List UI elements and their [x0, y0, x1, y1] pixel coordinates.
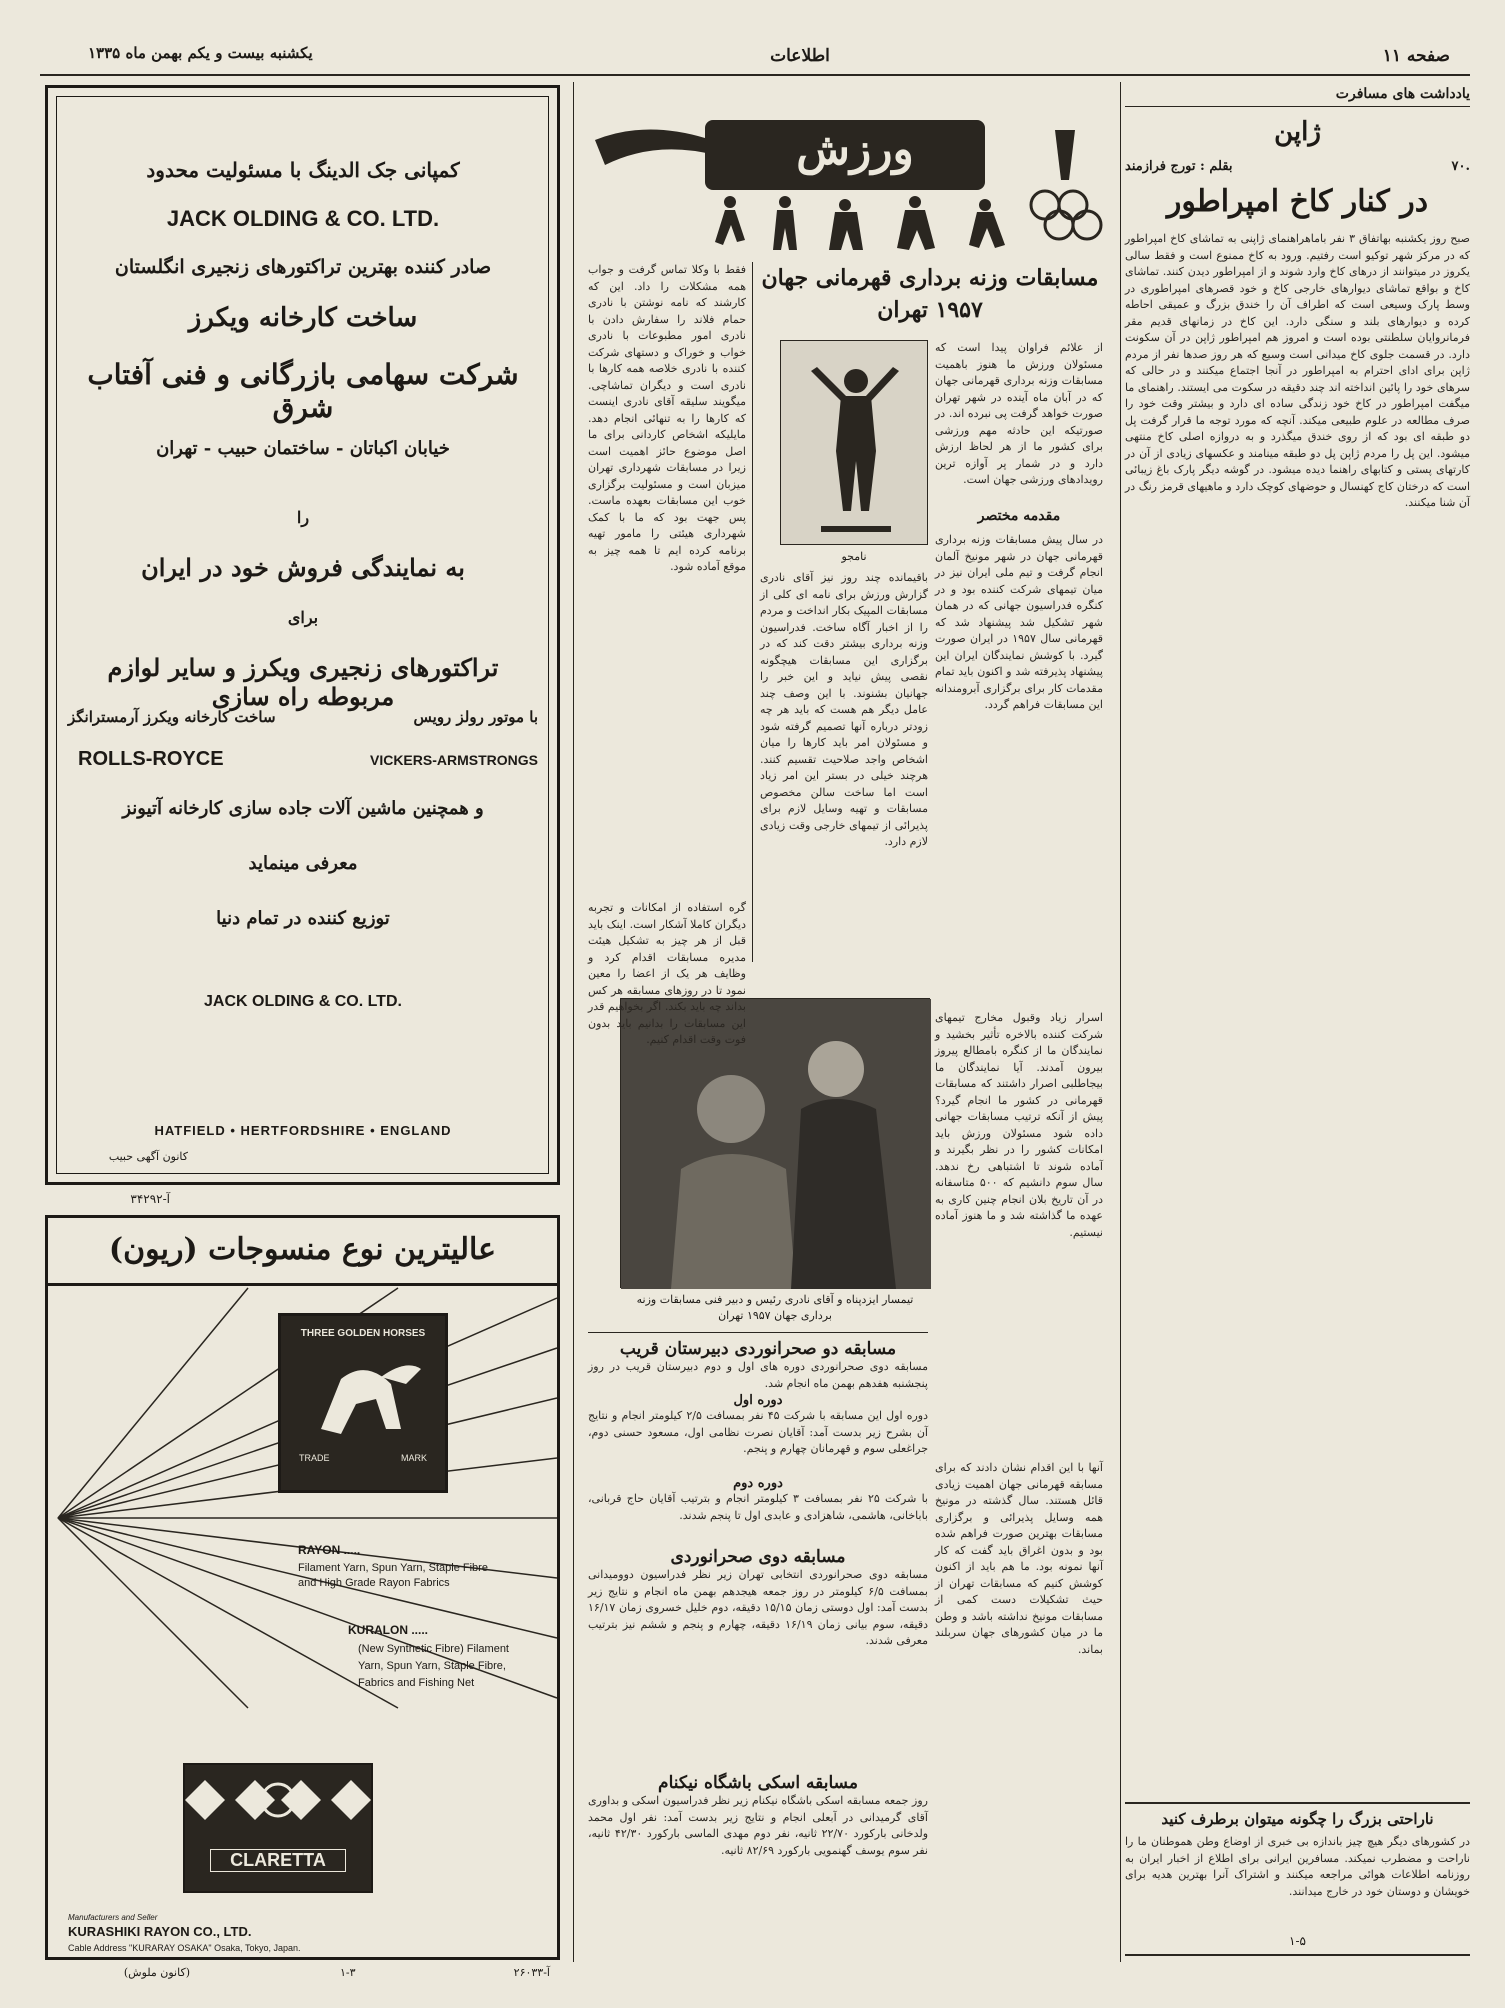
- travel-kicker: یادداشت های مسافرت: [1125, 82, 1470, 107]
- race-section: [588, 1332, 928, 1913]
- ad-rayon-headline: عالیترین نوع منسوجات (ریون): [48, 1218, 557, 1286]
- race2-title: مسابقه دوی صحرانوردی: [670, 1547, 846, 1567]
- ad-jack-line9: برای: [287, 608, 319, 627]
- sports-col-divider: [752, 262, 753, 962]
- race1-body2: دوره اول این مسابقه با شرکت ۴۵ نفر بمسافت ۲/۵ کیلومتر انجام و نتایج آن بشرح زیر بدست آمد: آقایان نصرت نظامی اول، مسعود حسنی دوم، جراغعلی سوم و قهرمانان چهارم و پنجم.: [588, 1409, 928, 1455]
- ad-rayon-brand-label: [278, 1313, 448, 1493]
- travel-box-code: ۱-۵: [1289, 1934, 1306, 1948]
- horse-emblem-icon: [281, 1339, 445, 1449]
- ad-jack-line14: معرفی مینماید: [248, 853, 358, 874]
- ad-rayon-code2: ۱-۳: [340, 1966, 356, 1979]
- ad-jack-line4: ساخت کارخانه ویکرز: [188, 303, 418, 333]
- travel-country: ژاپن: [1274, 117, 1321, 147]
- ad-jack-line8: به نمایندگی فروش خود در ایران: [141, 553, 465, 582]
- race1-sub2: دوره دوم: [733, 1476, 783, 1491]
- issue-date: یکشنبه بیست و یکم بهمن ماه ۱۳۳۵: [88, 44, 313, 62]
- sports-col-left-lower: گره استفاده از امکانات و تجربه دیگران کاملا آشکار است. اینک باید قبل از هر چیز به تشکیل هیئت مدیره مسابقات اقدام کرد و وظایف هر یک از اعضا را معین نمود تا در روزهای مسابقه هر کس بداند چه باید بکند. اگر بخواهیم قدر این مسابقات را بدانیم باید بدون فوت وقت اقدام کنیم.: [588, 901, 746, 1046]
- ad-jack-line2: JACK OLDING & CO. LTD.: [166, 206, 440, 231]
- sports-col-far-right: آنها با این اقدام نشان دادند که برای مسابقه قهرمانی جهان اهمیت زیادی قائل هستند. سال گذشته در مونیخ همه وسایل پذیرائی و برگزاری مسابقات بهترین صورت فراهم شده بود و بدون اغراق باید گفت که کار آنها نمونه بود. ما هم باید از اکنون کوشش کنیم که مسابقات تهران از حیث تشکیلات دست کمی از مسابقات مونیخ نداشته باشد و وطن ما در میان کشورهای جهان سربلند بماند.: [935, 1461, 1103, 1656]
- ad-rayon-rayon-desc: Filament Yarn, Spun Yarn, Staple Fibre and High Grade Rayon Fabrics: [298, 1562, 488, 1589]
- race2-body: مسابقه دوی صحرانوردی انتخابی تهران زیر نظر فدراسیون دوومیدانی بمسافت ۶/۵ کیلومتر در روز جمعه هیجدهم بهمن ماه انجام و نتایج زیر بدست آمد: اول دوستی زمان ۱۵/۱۵ دقیقه، دوم خلیل خسروی زمان ۱۶/۱۷ دقیقه، سوم بیانی زمان ۱۶/۱۹ دقیقه، چهارم و پنجم و ششم نیز بترتیب معرفی شدند.: [588, 1568, 928, 1647]
- sports-col-right: در سال پیش مسابقات وزنه برداری قهرمانی جهان در شهر مونیخ آلمان انجام گرفت و تیم ملی ایران نیز در میان تیمهای شرکت کننده بود و در کنگره فدراسیون جهانی که در همان شهر تشکیل شد پیشنهاد شد که قهرمانی سال ۱۹۵۷ در ایران صورت گیرد. با کوشش نمایندگان ایران این پیشنهاد پذیرفته شد و اکنون باید تمام مقدمات کار برای برگزاری آبرومندانه این مسابقات فراهم گردد.: [935, 533, 1103, 711]
- ad-jack-line6: خیابان اکباتان - ساختمان حبیب - تهران: [156, 438, 450, 459]
- photo-namjoo-caption: نامجو: [841, 550, 867, 563]
- ad-jack-line15: توزیع کننده در تمام دنیا: [216, 908, 390, 929]
- sports-intro: از علائم فراوان پیدا است که مسئولان ورزش ما هنوز باهمیت مسابقات وزنه برداری قهرمانی جهان که در آبان ماه آینده در شهر تهران صورت خواهد گرفت پی نبرده اند. در صورتیکه این حادثه مهم ورزشی برای کشور ما از هر لحاظ ارزش دارد و در شمار پر آوازه ترین رویدادهای ورزشی جهان است.: [935, 341, 1103, 486]
- ad-jack-line1: کمپانی جک الدینگ با مسئولیت محدود: [146, 158, 460, 182]
- ad-jack-line3: صادر کننده بهترین تراکتورهای زنجیری انگلستان: [114, 256, 492, 278]
- ad-rayon-code: آ-۲۶۰۳۳: [513, 1966, 550, 1979]
- race1-body3: با شرکت ۲۵ نفر بمسافت ۳ کیلومتر انجام و بترتیب آقایان حاج قربانی، باباخانی، هاشمی، شاهزادی و عابدی اول تا پنجم شدند.: [588, 1492, 928, 1522]
- weightlifter-silhouette-icon: [781, 341, 929, 546]
- photo-namjoo: [780, 340, 928, 545]
- page-number: صفحه ۱۱: [1382, 46, 1450, 66]
- ad-jack-code: آ-۳۴۲۹۲: [130, 1192, 170, 1206]
- race3-body: روز جمعه مسابقه اسکی باشگاه نیکنام زیر نظر فدراسیون اسکی و بداوری آقای گرمیدانی در آبعلی انجام و نتایج زیر بدست آمد: نفر اول محمد ولدخانی بارکورد ۲۲/۷۰ ثانیه، نفر دوم مهدی الماسی بارکورد ۴۲/۳۰ ثانیه، نفر سوم یوسف گهنمویی بارکورد ۸۲/۶۹ ثانیه.: [588, 1794, 929, 1857]
- sports-col-right-lower: اسرار زیاد وقبول مخارج تیمهای شرکت کننده بالاخره تأثیر بخشید و نمایندگان ما از کنگره بامطالع پیروز بیرون آمدند. آیا نمایندگان ما بیجاطلبی اصرار داشتند که مسابقات قهرمانی در کشور ما انجام گیرد؟ پیش از آنکه ترتیب مسابقات جهانی داده شود مسئولان ورزش باید امکانات کشور را در نظر بگیرند و آماده شوند تا اشتباهی رخ ندهد. سال سوم دانشیم که ۵۰۰ متاسفانه در آن تاریخ بلان انجام چنین کاری به عهده ما گذاشته شد و ما هنوز آماده نیستیم.: [935, 1011, 1103, 1239]
- sports-subhead: مقدمه مختصر: [977, 508, 1061, 524]
- ad-jack-line11b: ساخت کارخانه ویکرز آرمسترانگز: [68, 708, 276, 726]
- ad-jack-olding: [45, 85, 560, 1185]
- ad-jack-line13: و همچنین ماشین آلات جاده سازی کارخانه آتیونز: [122, 798, 484, 819]
- photo-officials-caption: تیمسار ایزدپناه و آقای نادری رئیس و دبیر فنی مسابقات وزنه برداری جهان ۱۹۵۷ تهران: [636, 1293, 914, 1322]
- travel-box-title: ناراحتی بزرگ را چگونه میتوان برطرف کنید: [1161, 1810, 1434, 1828]
- newspaper-name: اطلاعات: [770, 46, 830, 66]
- ad-rayon-rayon-title: RAYON .....: [298, 1543, 361, 1557]
- sports-col-left: فقط با وکلا تماس گرفت و جواب همه مشکلات را داد. این که کارشند که نامه نوشتن با نادری حمام فلاند را سفارش دادن با نادری امور مطبوعات با نادری خواب و خوراک و دستهای شرکت کننده با نادری خلاصه همه کارها با نادری است و دیگران تماشاچی. میگویند سلیقه آقای نادری اینست که کارها را به تنهائی انجام دهد. مایلیکه اشخاص کاردانی برای ما اصل موضوع حائز اهمیت است زیرا در مسابقات شهرداری تهران میزبان است و مسئولیت برگزاری خوب این مسابقات بعهده ماست. پس جهت بود که ما با کمک شهرداری هیئتی را مامور تهیه برنامه کرده ایم تا همه چیز به موقع آماده شود.: [588, 263, 746, 573]
- ad-rayon-maker: KURASHIKI RAYON CO., LTD.: [68, 1924, 252, 1939]
- ad-rayon-claretta-label: [183, 1763, 373, 1893]
- travel-box-body: در کشورهای دیگر هیچ چیز باندازه بی خبری از اوضاع وطن هموطنان ما را ناراحت و مضطرب نمیکند. مسافرین ایرانی برای اطلاع از اخبار ایران به روزنامه اطلاعات هوائی مراجعه میکنند و اشتراک آنرا بهترین هدیه برای خویشان و دوستان خود در خارج میدانند.: [1125, 1835, 1470, 1898]
- ad-rayon-maker-small: Manufacturers and Seller: [68, 1913, 158, 1922]
- travel-body: صبح روز یکشنبه بهاتفاق ۳ نفر باماهراهنمای ژاپنی به تماشای کاخ امپراطور که در مرکز شهر توکیو است رفتیم. ورود به کاخ ممنوع است و فقط سالی یکروز در میتوانند از درهای کاخ وارد شوند و از امپراطور دیدن کنند. تماشای کاخ و بواقع تماشای دیوارهای خارجی کاخ و خود قصرهای امپراطوری در وسط پارک وسیعی است که اطراف آن را خندق بزرگ و عمیقی احاطه کرده و دیوارهای بلند و سنگی دارد. این کاخ در زمانهای قدیم مقر فرمانروایان سلطنتی بوده است و امروز هم امپراطور ژاپن در آن سکونت دارد. در قسمت جلوی کاخ میدانی است وسیع که هر روز صدها نفر از مردم ژاپن برای ادای احترام به امپراطور در آنجا اجتماع میکنند و در حالی که سرهای خود را پائین انداخته اند چند دقیقه در سکوت می ایستند. راهنمای ما میگفت امپراطور در کاخ خود زندگی ساده ای دارد و بیشتر وقت خود را صرف مطالعه در علوم طبیعی میکند. آنچه که مورد توجه ما قرار گرفت پل دو طبقه ای بود که از روی خندق میگذرد و به دروازه اصلی کاخ منتهی میشود. این پل را مردم ژاپن پل دو طبقه مینامند و عکسهای زیادی از آن در کارتهای پستی و کتابهای راهنما دیده میشود. در گوشه دیگر پارک باغ زیبائی است که درختان کاج کهنسال و حوضهای کوچک دارد و ماهیهای قرمز رنگ در آن شنا میکنند.: [1125, 232, 1470, 509]
- race1-title: مسابقه دو صحرانوردی دبیرستان قریب: [588, 1332, 928, 1359]
- sports-banner: [585, 110, 1105, 260]
- ad-jack-line5: شرکت سهامی بازرگانی و فنی آفتاب شرق: [87, 358, 519, 424]
- ad-rayon-agency: (کانون ملوش): [123, 1966, 190, 1979]
- ad-rayon-trade: TRADE: [299, 1453, 330, 1463]
- ad-jack-vickers: VICKERS-ARMSTRONGS: [369, 752, 538, 768]
- ad-rayon: [45, 1215, 560, 1960]
- travel-section: [1125, 82, 1470, 1871]
- race1-body: مسابقه دوی صحرانوردی دوره های اول و دوم دبیرستان قریب در روز پنجشنبه هفدهم بهمن ماه انجام شد.: [588, 1360, 928, 1390]
- ad-jack-rollsroyce: ROLLS-ROYCE: [78, 748, 224, 770]
- travel-byline: بقلم : تورج فرازمند: [1125, 159, 1233, 174]
- ad-jack-line16: JACK OLDING & CO. LTD.: [204, 993, 402, 1010]
- sports-headline: مسابقات وزنه برداری قهرمانی جهان ۱۹۵۷ تهران: [761, 265, 1099, 323]
- ad-jack-agency: کانون آگهی حبیب: [108, 1150, 188, 1163]
- race3-title: مسابقه اسکی باشگاه نیکنام: [658, 1773, 858, 1793]
- ad-rayon-cable: Cable Address "KURARAY OSAKA" Osaka, Tokyo, Japan.: [68, 1943, 301, 1953]
- travel-title: در کنار کاخ امپراطور: [1166, 184, 1429, 219]
- ad-rayon-kuralon-title: KURALON .....: [348, 1623, 428, 1637]
- olympic-rings-icon: [1031, 191, 1101, 239]
- travel-box: [1125, 1802, 1470, 1956]
- column-rule-left: [573, 82, 574, 1962]
- header-rule: [40, 74, 1470, 76]
- sports-col-mid: باقیمانده چند روز نیز آقای نادری گزارش ورزش برای نامه ای کلی از مسابقات المپیک بکار انداخت و مردم را از اخبار آگاه ساخت. فدراسیون وزنه برداری بیشتر دقت کند که در برگزاری این مسابقات هیچگونه نقصی پیش نیاید و این خبر را جهانیان بشنوند. با این وصف چند عامل دیگر هم هست که باید هر چه زودتر درباره آنها تصمیم گرفته شود و مسئولان امر باید کارها را میان اشخاص واجد صلاحیت تقسیم کنند. هرچند خیلی در بستر این امر زیاد است اما ساخت سالن مخصوص مسابقات و تهیه وسایل لازم برای پذیرائی از تیمهای خارجی وقت زیادی لازم دارد.: [760, 571, 928, 848]
- ad-jack-address: HATFIELD • HERTFORDSHIRE • ENGLAND: [154, 1123, 452, 1138]
- ad-rayon-claretta: CLARETTA: [210, 1849, 346, 1872]
- sports-banner-title: ورزش: [796, 124, 914, 175]
- race1-sub1: دوره اول: [733, 1393, 783, 1408]
- ad-jack-line11a: با موتور رولز رویس: [413, 708, 538, 726]
- ad-jack-line10: تراکتورهای زنجیری ویکرز و سایر لوازم مربوطه راه سازی: [107, 653, 499, 711]
- ad-rayon-brand-name: THREE GOLDEN HORSES: [300, 1328, 426, 1339]
- athlete-figures-icon: [715, 196, 1005, 250]
- ad-jack-line7: را: [296, 508, 310, 527]
- column-rule-right: [1120, 82, 1121, 1962]
- travel-number: ۷۰.: [1451, 159, 1470, 174]
- ad-rayon-mark: MARK: [400, 1453, 427, 1463]
- ad-rayon-kuralon-desc: (New Synthetic Fibre) Filament Yarn, Spun Yarn, Staple Fibre, Fabrics and Fishing Net: [358, 1643, 509, 1689]
- torch-icon: [1055, 130, 1075, 180]
- claretta-pattern-icon: [185, 1765, 371, 1845]
